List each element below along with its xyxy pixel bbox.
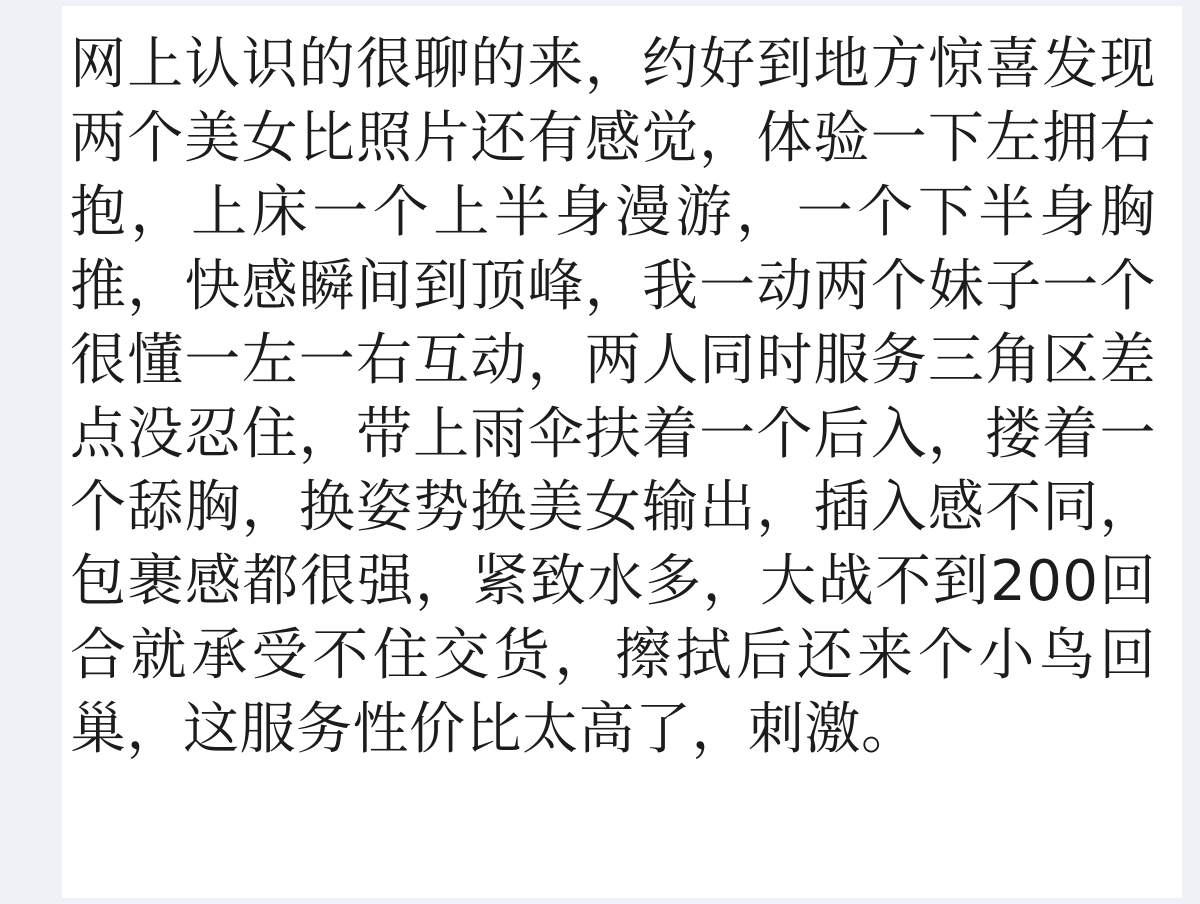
page-right-gutter bbox=[1182, 0, 1200, 904]
document-content-area bbox=[62, 6, 1182, 898]
page-bottom-edge bbox=[0, 898, 1200, 904]
document-body-text: 网上认识的很聊的来，约好到地方惊喜发现两个美女比照片还有感觉，体验一下左拥右抱，上床一个上半身漫游，一个下半身胸推，快感瞬间到顶峰，我一动两个妹子一个很懂一左一右互动，两人同时服务三角区差点没忍住，带上雨伞扶着一个后入，搂着一个舔胸，换姿势换美女输出，插入感不同，包裹感都很强，紧致水多，大战不到200回合就承受不住交货，擦拭后还来个小鸟回巢，这服务性价比太高了，刺激。 bbox=[70, 32, 1156, 763]
page-left-gutter bbox=[0, 0, 62, 904]
